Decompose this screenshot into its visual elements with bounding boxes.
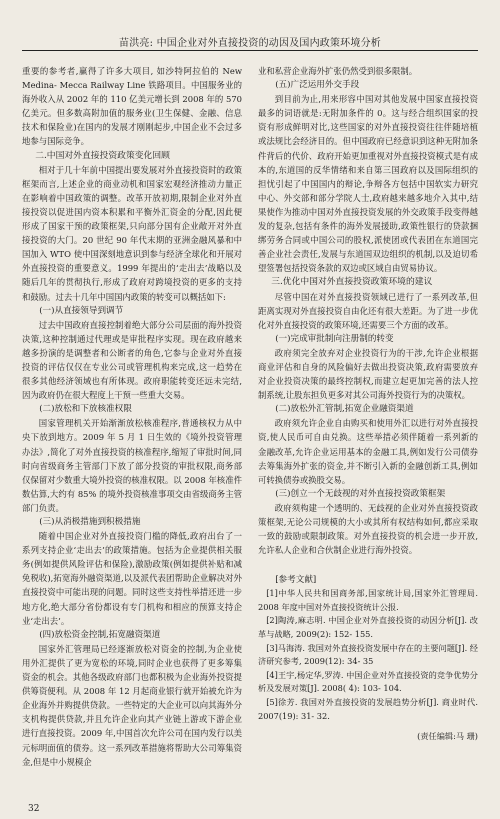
reference-item: [3]马海涛. 我国对外直接投资发展中存在的主要问题[J]. 经济研究参考, 2009(12): 34- 35 [258,642,478,667]
reference-item: [4]王宇,杨定华,罗涛. 中国企业对外直接投资的竞争优势分析及发展对策[J]. 2008( 4): 103- 104. [258,669,478,694]
paragraph: 国家外汇管理局已经逐渐放松对资金的控制,为企业使用外汇提供了更为宽松的环境,同时企业也获得了更多筹集资金的机会。其他各级政府部门也都积极为企业海外投资提供筹资便利。从 2008 年 12 月起商业银行就开始被允许为企业海外并购提供贷款。一些特定的大企业可以向其海外分支机构提供贷款,并且允许企业向其产业链上游或下游企业进行直接投资。2009 年,中国首次允许公司在国内发行以美元标明面值的债券。这一系列改革措施将帮助大公司筹集资金,但是中小规模企 [22,643,242,767]
reference-item: [5]徐芳. 我国对外直接投资的发展趋势分析[J]. 商业时代. 2007(19): 31- 32. [258,697,478,721]
running-title: 苗洪亮: 中国企业对外直接投资的动因及国内政策环境分析 [119,38,381,49]
right-column [258,64,478,743]
subsection-heading: (五)广泛运用外交手段 [275,80,360,91]
left-column [22,64,242,769]
reference-item: [1]中华人民共和国商务部,国家统计局,国家外汇管理局. 2008 年度中国对外直接投资统计公报. [258,588,478,612]
paragraph: 政府须完全放弃对企业投资行为的干涉,允许企业根据商业评估和自身的风险偏好去做出投资决策,政府需要放弃对企业投资决策的最终控制权,而建立起更加完善的法人控制系统,让股东担负更多对其公司海外投资行为的决策权。 [258,347,478,401]
references-title: [参考文献] [275,575,317,586]
paragraph: 相对于几十年前中国提出要发展对外直接投资时的政策框架而言,上述企业的商业动机和国家宏观经济推动力量正在影响着中国政策的调整。改革开放初期,限制企业对外直接投资以促进国内资本积累和平衡外汇资金的分配,因此便形成了国家干预的政策框架,只向部分国有企业敞开对外直接投资的大门。20 世纪 90 年代末期的亚洲金融风暴和中国加入 WTO 使中国深刻地意识到参与经济全球化和开展对外直接投资的重要意义。1999 年提出的‘走出去’战略以及随后几年的贯彻执行,形成了政府对跨境投资的更多的支持和鼓励。过去十几年中国国内政策的转变可以概括如下: [22,164,242,302]
paragraph: 重要的参考者,赢得了许多大项目, 如沙特阿拉伯的 New Medina- Mecca Railway Line 铁路项目。中国服务业的海外收入从 2002 年的 110 亿美元增长到 2008 年的 570 亿美元。但多数高附加值的服务业(卫生保健、金融、信息技术和保险业)在国内的发展才刚刚起步,中国企业不会过多地参与国际竞争。 [22,66,242,147]
paragraph: 政府须允许企业自由购买和使用外汇以进行对外直接投资,使人民币可自由兑换。这些举措必须伴随着一系列新的金融改革,允许企业运用基本的金融工具,例如发行公司债券去筹集海外扩张的资金,并不断引入新的金融创新工具,例如可转换债券或换股交易。 [258,418,478,485]
references-list [258,587,478,723]
paragraph: 随着中国企业对外直接投资门槛的降低,政府出台了一系列支持企业‘走出去’的政策措施。包括为企业提供相关服务(例如提供风险评估和保险),激励政策(例如提供补贴和减免税收),拓宽海外融资渠道,以及派代表团帮助企业解决对外直接投资中可能出现的问题。同时这些支持性举措还进一步地方化,绝大部分省份都设有专门机构和相应的预算支持企业‘走出去’。 [22,531,242,626]
reference-item: [2]陶涛,麻志明. 中国企业对外直接投资的动因分析[J]. 改革与战略, 2009(2): 152- 155. [258,615,478,640]
page-header [0,0,500,56]
subsection-heading: (二)放松外汇管制,拓宽企业融资渠道 [275,404,414,415]
subsection-heading: (一)完成审批制向注册制的转变 [275,333,394,344]
page-number: 32 [28,804,40,814]
section-heading: 二.中国对外直接投资政策变化回顾 [35,150,170,161]
subsection-heading: (三)从消极措施到积极措施 [39,517,141,527]
paragraph: 政府须构建一个透明的、无歧视的企业对外直接投资政策框架,无论公司规模的大小或其所有权结构如何,都应采取一致的鼓励或限制政策。对外直接投资的机会进一步开放,允许私人企业和合伙制企业进行海外投资。 [258,502,478,556]
subsection-heading: (一)从直接领导到调节 [39,305,124,316]
subsection-heading: (四)放松资金控制,拓宽融资渠道 [39,629,161,640]
paragraph: 过去中国政府直接控制着绝大部分公司层面的海外投资决策,这种控制通过代理或是审批程序实现。现在政府越来越多扮演的是调整者和公断者的角色,它参与企业对外直接投资的评估仅仅在专业公司或管理机构来完成,这一趋势在很多其他经济领域也有所体现。政府职能转变还远未完结,因为政府仍在很大程度上干预一些重大交易。 [22,319,242,401]
paragraph: 业和私营企业海外扩张仍然受到很多限制。 [258,66,418,76]
page-footer [28,804,39,814]
subsection-heading: (三)创立一个无歧视的对外直接投资政策框架 [275,488,446,499]
section-heading: 三.优化中国对外直接投资政策环境的建议 [271,277,433,288]
paragraph: 尽管中国在对外直接投资领域已进行了一系列改革,但距离实现对外直接投资自由化还有很大差距。为了进一步优化对外直接投资的政策环境,还需要三个方面的改革。 [258,291,478,330]
spacer [258,557,478,567]
header-rule [22,50,478,51]
subsection-heading: (二)放松和下放核准权限 [39,404,132,415]
editor-note: (责任编辑:马 珊) [417,731,478,742]
paragraph: 到目前为止,用来形容中国对其他发展中国家直接投资最多的词语就是:无附加条件的 0。这与经合组织国家的投资有形成鲜明对比,这些国家的对外直接投资往往伴随培植或法规比会经济目的。但中国政府已经意识到这种无附加条件背后的代价、政府开始更加重视对外直接投资模式是有成本的,东道国的反华情绪和来自第三国政府以及国际组织的担忧引起了中国国内的辩论,争辩各方包括中国软实力研究中心、外交部和部分学院人士,政府越来越多地介入其中,结果使作为推动中国对外直接投资发展的外交政策手段变得越发的复杂,包括有条件的海外发展援助,政策性银行的贷款捆绑劳务合同或中国公司的股权,派使团或代表团在东道国完善企业社会责任,发展与东道国双边组织的机制,以及迫切希望签署包括投资条款的双边或区域自由贸易协议。 [258,94,478,274]
paragraph: 国家管理机关开始渐渐放松核准程序,普通核权力从中央下放到地方。2009 年 5 月 1 日生效的《境外投资管理办法》,简化了对外直接投资的核准程序,缩短了审批时间,同时向省级商务主管部门下放了部分投资的审批权限,商务部仅保留对少数重大境外投资的核准权限。以 2008 年核准件数估算,大约有 85% 的境外投资核准事项交由省级商务主管部门负责。 [22,418,242,513]
